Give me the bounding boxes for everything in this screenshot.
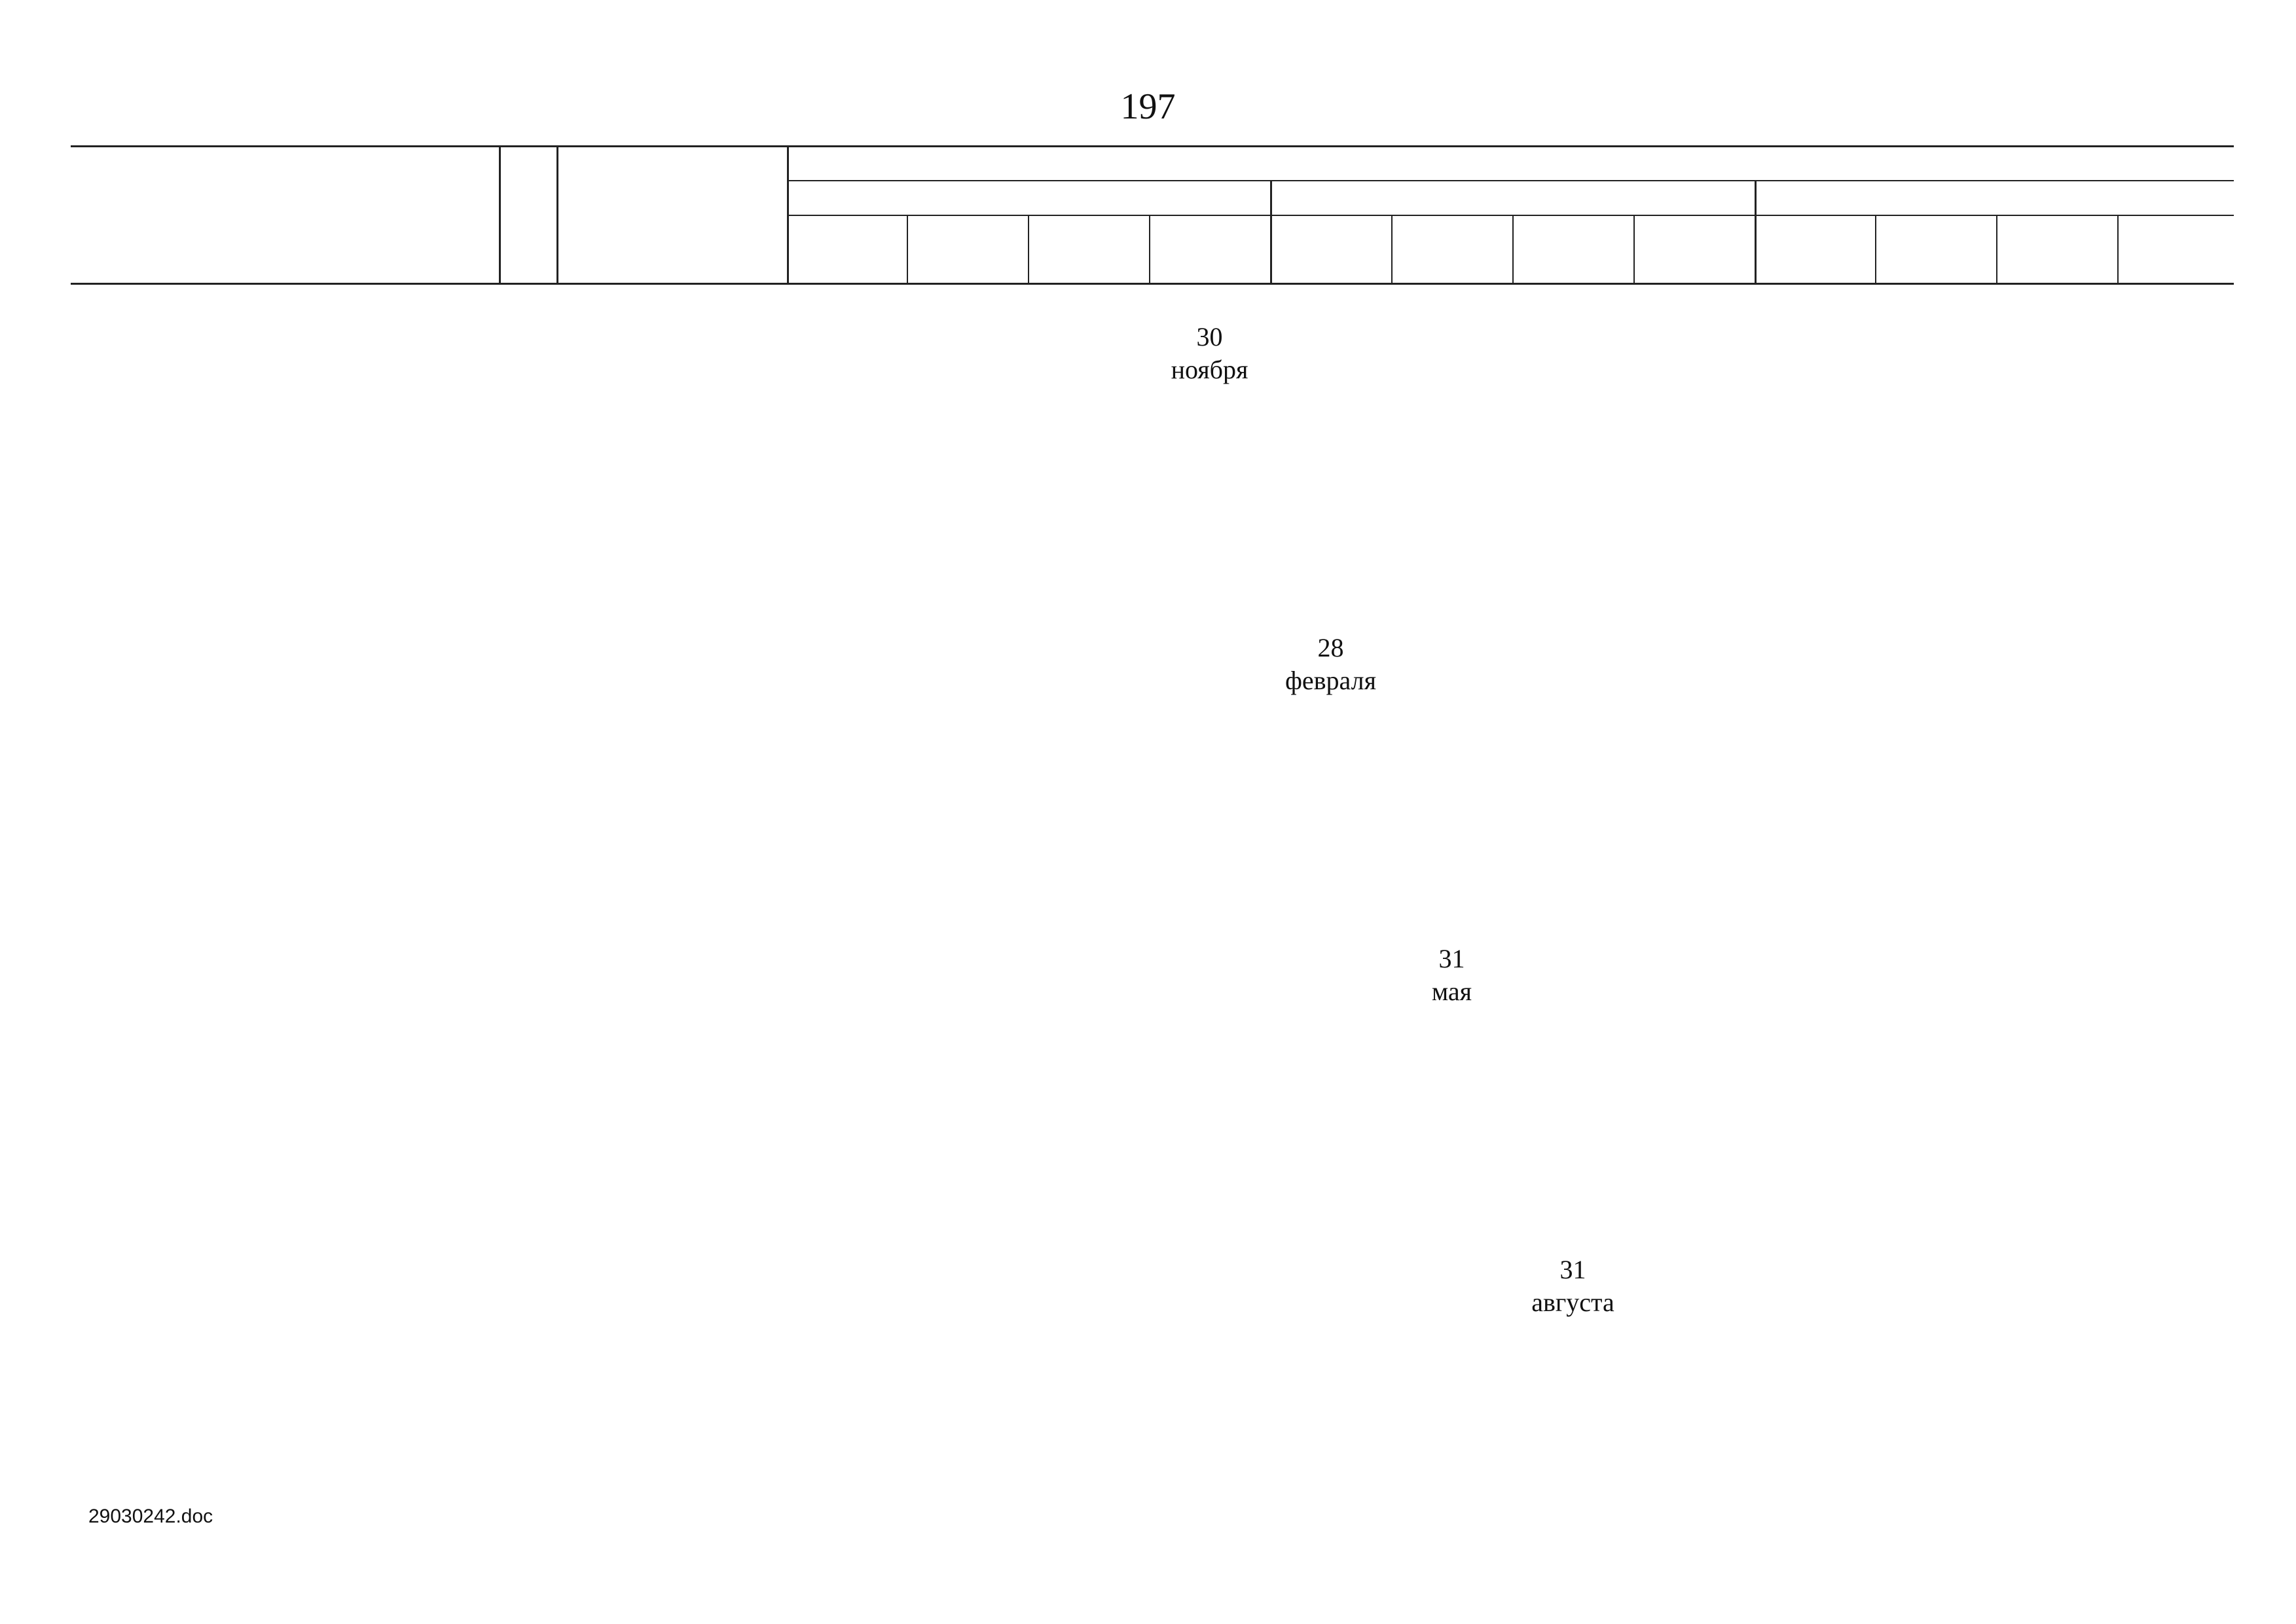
table-rule bbox=[1028, 215, 1029, 283]
row-deadline-month: августа bbox=[1531, 1288, 1614, 1318]
row-deadline-month: мая bbox=[1431, 977, 1472, 1007]
table-rule bbox=[1875, 215, 1876, 283]
table-rule bbox=[2117, 215, 2119, 283]
row-deadline-month: февраля bbox=[1285, 666, 1377, 696]
table-rule bbox=[1755, 180, 1757, 283]
table-rule bbox=[1512, 215, 1514, 283]
table-rule bbox=[71, 145, 2234, 147]
table-rule bbox=[787, 180, 2234, 181]
table-rule bbox=[556, 145, 558, 283]
table-rule bbox=[907, 215, 908, 283]
row-deadline-day: 30 bbox=[1196, 322, 1223, 352]
row-deadline-day: 31 bbox=[1559, 1255, 1586, 1284]
row-deadline-month: ноября bbox=[1171, 355, 1248, 385]
row-deadline-day: 28 bbox=[1317, 633, 1344, 662]
table-rule bbox=[1270, 180, 1272, 283]
table-rule bbox=[1149, 215, 1150, 283]
table-rule bbox=[71, 283, 2234, 285]
page-number: 197 bbox=[1120, 86, 1176, 127]
table-rule bbox=[787, 145, 789, 283]
table-rule bbox=[1633, 215, 1635, 283]
table-rule bbox=[787, 215, 2234, 216]
table-rule bbox=[1391, 215, 1393, 283]
document-filename: 29030242.doc bbox=[88, 1506, 213, 1527]
table-rule bbox=[1996, 215, 1997, 283]
row-deadline-day: 31 bbox=[1438, 944, 1465, 973]
table-rule bbox=[499, 145, 501, 283]
